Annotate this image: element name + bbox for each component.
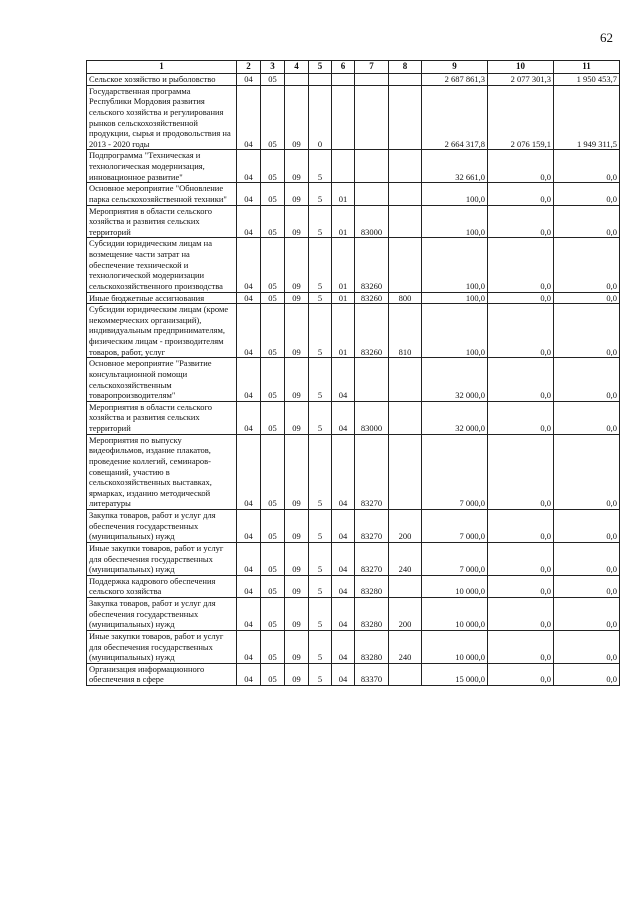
row-name-cell: Иные бюджетные ассигнования	[87, 292, 237, 304]
amount-cell: 0,0	[554, 630, 620, 663]
code-cell: 04	[237, 598, 261, 631]
code-cell: 83270	[355, 510, 389, 543]
code-cell: 09	[285, 575, 309, 597]
column-header: 6	[332, 61, 355, 74]
page-number: 62	[600, 30, 613, 45]
amount-cell: 0,0	[488, 434, 554, 509]
row-name-cell: Основное мероприятие "Развитие консультационной помощи сельскохозяйственным товаропроизводителям"	[87, 358, 237, 402]
code-cell: 05	[261, 183, 285, 205]
code-cell	[389, 183, 422, 205]
code-cell	[355, 150, 389, 183]
code-cell: 83280	[355, 575, 389, 597]
code-cell: 83260	[355, 304, 389, 358]
code-cell: 5	[309, 150, 332, 183]
code-cell: 04	[237, 542, 261, 575]
column-header: 10	[488, 61, 554, 74]
code-cell: 04	[332, 434, 355, 509]
table-row	[87, 238, 620, 292]
code-cell: 09	[285, 183, 309, 205]
code-cell: 5	[309, 183, 332, 205]
table-row	[87, 205, 620, 238]
amount-cell: 0,0	[488, 238, 554, 292]
code-cell: 5	[309, 598, 332, 631]
code-cell	[389, 575, 422, 597]
amount-cell: 2 076 159,1	[488, 85, 554, 150]
table-row	[87, 510, 620, 543]
code-cell: 83280	[355, 598, 389, 631]
code-cell: 5	[309, 238, 332, 292]
code-cell: 09	[285, 542, 309, 575]
table-row	[87, 434, 620, 509]
table-row	[87, 630, 620, 663]
code-cell: 04	[332, 401, 355, 434]
amount-cell: 100,0	[422, 183, 488, 205]
column-header: 4	[285, 61, 309, 74]
amount-cell: 10 000,0	[422, 598, 488, 631]
table-row	[87, 150, 620, 183]
amount-cell: 7 000,0	[422, 510, 488, 543]
code-cell: 5	[309, 434, 332, 509]
code-cell: 83260	[355, 292, 389, 304]
row-name-cell: Иные закупки товаров, работ и услуг для обеспечения государственных (муниципальных) нужд	[87, 630, 237, 663]
amount-cell: 0,0	[554, 205, 620, 238]
amount-cell: 0,0	[554, 434, 620, 509]
code-cell: 200	[389, 598, 422, 631]
code-cell: 01	[332, 183, 355, 205]
code-cell: 0	[309, 85, 332, 150]
code-cell: 04	[332, 575, 355, 597]
code-cell: 05	[261, 150, 285, 183]
code-cell: 810	[389, 304, 422, 358]
table-row	[87, 292, 620, 304]
column-header: 11	[554, 61, 620, 74]
amount-cell: 100,0	[422, 238, 488, 292]
row-name-cell: Закупка товаров, работ и услуг для обеспечения государственных (муниципальных) нужд	[87, 510, 237, 543]
row-name-cell: Подпрограмма "Техническая и технологическая модернизация, инновационное развитие"	[87, 150, 237, 183]
row-name-cell: Поддержка кадрового обеспечения сельского хозяйства	[87, 575, 237, 597]
amount-cell: 0,0	[488, 542, 554, 575]
code-cell: 5	[309, 663, 332, 685]
row-name-cell: Государственная программа Республики Мордовия развития сельского хозяйства и регулирования рынков сельскохозяйственной продукции, сырья и продовольствия на 2013 - 2020 годы	[87, 85, 237, 150]
amount-cell: 2 687 861,3	[422, 74, 488, 86]
column-header: 7	[355, 61, 389, 74]
code-cell: 05	[261, 304, 285, 358]
code-cell: 09	[285, 292, 309, 304]
code-cell: 05	[261, 598, 285, 631]
amount-cell: 0,0	[554, 575, 620, 597]
code-cell	[389, 150, 422, 183]
code-cell	[285, 74, 309, 86]
code-cell: 04	[237, 292, 261, 304]
code-cell: 04	[237, 74, 261, 86]
code-cell: 5	[309, 575, 332, 597]
code-cell: 01	[332, 304, 355, 358]
amount-cell: 32 000,0	[422, 358, 488, 402]
code-cell: 05	[261, 510, 285, 543]
column-header: 3	[261, 61, 285, 74]
code-cell	[389, 85, 422, 150]
code-cell: 04	[237, 575, 261, 597]
amount-cell: 0,0	[554, 598, 620, 631]
code-cell: 5	[309, 205, 332, 238]
code-cell	[309, 74, 332, 86]
row-name-cell: Организация информационного обеспечения в сфере	[87, 663, 237, 685]
code-cell: 5	[309, 510, 332, 543]
column-header: 5	[309, 61, 332, 74]
code-cell: 04	[332, 663, 355, 685]
code-cell: 09	[285, 630, 309, 663]
code-cell: 01	[332, 292, 355, 304]
amount-cell: 0,0	[488, 630, 554, 663]
code-cell	[389, 401, 422, 434]
code-cell: 04	[237, 238, 261, 292]
code-cell: 5	[309, 292, 332, 304]
amount-cell: 100,0	[422, 304, 488, 358]
code-cell: 01	[332, 205, 355, 238]
code-cell: 5	[309, 401, 332, 434]
code-cell: 83260	[355, 238, 389, 292]
table-row	[87, 183, 620, 205]
amount-cell: 32 000,0	[422, 401, 488, 434]
amount-cell: 0,0	[554, 292, 620, 304]
code-cell: 83370	[355, 663, 389, 685]
code-cell: 83000	[355, 401, 389, 434]
table-row	[87, 663, 620, 685]
row-name-cell: Субсидии юридическим лицам (кроме некоммерческих организаций), индивидуальным предпринимателям, физическим лицам - производителям товаров, работ, услуг	[87, 304, 237, 358]
amount-cell: 0,0	[554, 358, 620, 402]
row-name-cell: Субсидии юридическим лицам на возмещение части затрат на обеспечение технической и технологической модернизации сельскохозяйственного производства	[87, 238, 237, 292]
code-cell: 5	[309, 358, 332, 402]
code-cell: 09	[285, 434, 309, 509]
code-cell: 09	[285, 238, 309, 292]
row-name-cell: Иные закупки товаров, работ и услуг для обеспечения государственных (муниципальных) нужд	[87, 542, 237, 575]
code-cell: 5	[309, 542, 332, 575]
code-cell: 200	[389, 510, 422, 543]
amount-cell: 10 000,0	[422, 575, 488, 597]
amount-cell: 32 661,0	[422, 150, 488, 183]
budget-table	[86, 60, 620, 686]
code-cell	[355, 85, 389, 150]
code-cell	[332, 85, 355, 150]
code-cell: 04	[237, 630, 261, 663]
amount-cell: 0,0	[554, 542, 620, 575]
header-row	[87, 61, 620, 74]
code-cell	[389, 358, 422, 402]
amount-cell: 0,0	[488, 183, 554, 205]
column-header: 9	[422, 61, 488, 74]
code-cell: 04	[237, 183, 261, 205]
row-name-cell: Мероприятия по выпуску видеофильмов, издание плакатов, проведение коллегий, семинаров-совещаний, участию в сельскохозяйственных выставках, ярмарках, изданию методической литературы	[87, 434, 237, 509]
code-cell: 09	[285, 205, 309, 238]
code-cell: 04	[237, 510, 261, 543]
code-cell: 01	[332, 238, 355, 292]
code-cell	[389, 663, 422, 685]
code-cell: 240	[389, 630, 422, 663]
code-cell: 09	[285, 358, 309, 402]
code-cell: 04	[237, 304, 261, 358]
amount-cell: 1 950 453,7	[554, 74, 620, 86]
code-cell: 04	[332, 358, 355, 402]
row-name-cell: Мероприятия в области сельского хозяйства и развития сельских территорий	[87, 401, 237, 434]
code-cell: 05	[261, 401, 285, 434]
amount-cell: 0,0	[488, 358, 554, 402]
table-row	[87, 304, 620, 358]
code-cell: 5	[309, 630, 332, 663]
amount-cell: 0,0	[554, 401, 620, 434]
code-cell: 09	[285, 401, 309, 434]
amount-cell: 2 077 301,3	[488, 74, 554, 86]
code-cell	[389, 238, 422, 292]
column-header: 1	[87, 61, 237, 74]
code-cell: 04	[332, 630, 355, 663]
code-cell: 04	[237, 434, 261, 509]
code-cell: 09	[285, 663, 309, 685]
code-cell	[355, 183, 389, 205]
code-cell: 05	[261, 85, 285, 150]
amount-cell: 0,0	[554, 150, 620, 183]
code-cell: 09	[285, 150, 309, 183]
table-row	[87, 401, 620, 434]
code-cell: 240	[389, 542, 422, 575]
code-cell	[389, 434, 422, 509]
code-cell: 04	[237, 358, 261, 402]
code-cell: 09	[285, 304, 309, 358]
amount-cell: 1 949 311,5	[554, 85, 620, 150]
amount-cell: 7 000,0	[422, 542, 488, 575]
code-cell: 83000	[355, 205, 389, 238]
amount-cell: 0,0	[554, 183, 620, 205]
table-row	[87, 542, 620, 575]
code-cell: 04	[237, 150, 261, 183]
code-cell: 800	[389, 292, 422, 304]
code-cell: 09	[285, 598, 309, 631]
code-cell: 83270	[355, 542, 389, 575]
amount-cell: 0,0	[488, 510, 554, 543]
row-name-cell: Закупка товаров, работ и услуг для обеспечения государственных (муниципальных) нужд	[87, 598, 237, 631]
code-cell: 83270	[355, 434, 389, 509]
amount-cell: 0,0	[554, 304, 620, 358]
code-cell	[389, 205, 422, 238]
amount-cell: 0,0	[488, 292, 554, 304]
code-cell	[332, 74, 355, 86]
code-cell: 04	[237, 85, 261, 150]
code-cell: 04	[332, 542, 355, 575]
amount-cell: 0,0	[488, 205, 554, 238]
amount-cell: 0,0	[488, 150, 554, 183]
amount-cell: 7 000,0	[422, 434, 488, 509]
amount-cell: 0,0	[554, 510, 620, 543]
code-cell: 05	[261, 292, 285, 304]
code-cell: 04	[332, 510, 355, 543]
amount-cell: 0,0	[488, 663, 554, 685]
code-cell: 5	[309, 304, 332, 358]
amount-cell: 10 000,0	[422, 630, 488, 663]
code-cell	[389, 74, 422, 86]
code-cell: 09	[285, 85, 309, 150]
column-header: 8	[389, 61, 422, 74]
code-cell: 05	[261, 358, 285, 402]
code-cell: 04	[237, 205, 261, 238]
amount-cell: 0,0	[554, 238, 620, 292]
table-row	[87, 74, 620, 86]
row-name-cell: Основное мероприятие "Обновление парка сельскохозяйственной техники"	[87, 183, 237, 205]
amount-cell: 100,0	[422, 292, 488, 304]
table-row	[87, 358, 620, 402]
code-cell: 04	[237, 401, 261, 434]
code-cell: 05	[261, 542, 285, 575]
code-cell	[332, 150, 355, 183]
code-cell	[355, 358, 389, 402]
table-row	[87, 598, 620, 631]
code-cell: 04	[237, 663, 261, 685]
amount-cell: 0,0	[488, 304, 554, 358]
code-cell: 05	[261, 74, 285, 86]
amount-cell: 0,0	[488, 598, 554, 631]
amount-cell: 100,0	[422, 205, 488, 238]
code-cell: 05	[261, 238, 285, 292]
table-row	[87, 85, 620, 150]
amount-cell: 2 664 317,8	[422, 85, 488, 150]
code-cell: 83280	[355, 630, 389, 663]
code-cell: 05	[261, 434, 285, 509]
table-row	[87, 575, 620, 597]
column-header: 2	[237, 61, 261, 74]
code-cell: 09	[285, 510, 309, 543]
code-cell: 05	[261, 630, 285, 663]
amount-cell: 0,0	[488, 401, 554, 434]
amount-cell: 0,0	[554, 663, 620, 685]
row-name-cell: Мероприятия в области сельского хозяйства и развития сельских территорий	[87, 205, 237, 238]
code-cell	[355, 74, 389, 86]
code-cell: 05	[261, 205, 285, 238]
row-name-cell: Сельское хозяйство и рыболовство	[87, 74, 237, 86]
amount-cell: 15 000,0	[422, 663, 488, 685]
amount-cell: 0,0	[488, 575, 554, 597]
code-cell: 04	[332, 598, 355, 631]
table-body	[87, 74, 620, 686]
code-cell: 05	[261, 663, 285, 685]
code-cell: 05	[261, 575, 285, 597]
